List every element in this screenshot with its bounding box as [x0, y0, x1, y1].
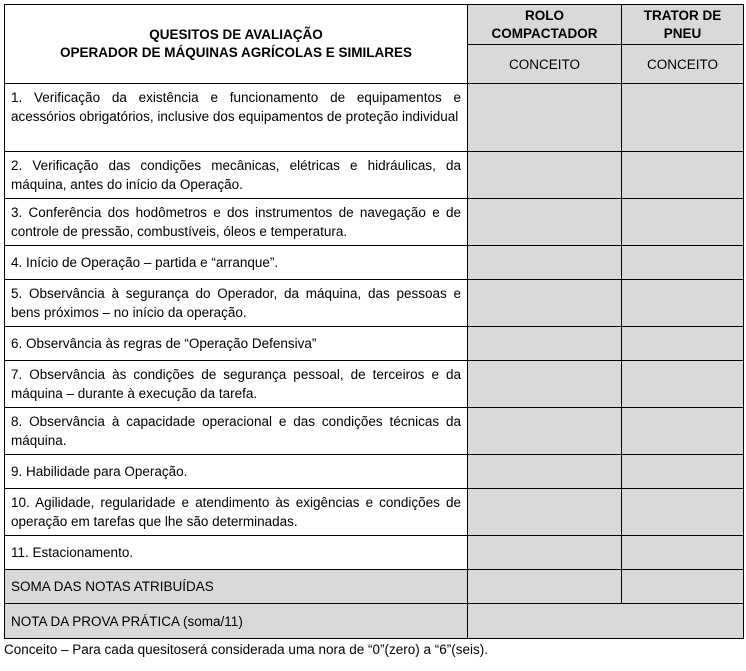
concept-footnote: Conceito – Para cada quesitoserá considerada uma nora de “0”(zero) a “6”(seis). — [4, 642, 488, 657]
table-row — [5, 152, 744, 199]
item-9-score-trator[interactable] — [622, 455, 744, 489]
table-title — [5, 5, 468, 84]
item-1-score-trator[interactable] — [622, 84, 744, 152]
item-11-score-rolo[interactable] — [468, 536, 622, 570]
table-row — [5, 455, 744, 489]
item-4-description: 4. Início de Operação – partida e “arranque”. — [5, 246, 468, 280]
item-5-description: 5. Observância à segurança do Operador, da máquina, das pessoas e bens próximos – no início da operação. — [5, 280, 468, 327]
item-2-score-rolo[interactable] — [468, 152, 622, 199]
sum-value-trator[interactable] — [622, 570, 744, 604]
concept-header-rolo: CONCEITO — [468, 45, 622, 84]
table-row — [5, 536, 744, 570]
table-row — [5, 489, 744, 536]
item-1-score-rolo[interactable] — [468, 84, 622, 152]
item-10-score-rolo[interactable] — [468, 489, 622, 536]
table-title-line1: QUESITOS DE AVALIAÇÃO — [149, 27, 323, 42]
table-row — [5, 408, 744, 455]
item-6-description: 6. Observância às regras de “Operação Defensiva” — [5, 327, 468, 361]
item-9-score-rolo[interactable] — [468, 455, 622, 489]
item-11-description: 11. Estacionamento. — [5, 536, 468, 570]
item-3-score-trator[interactable] — [622, 199, 744, 246]
item-4-score-trator[interactable] — [622, 246, 744, 280]
item-10-description: 10. Agilidade, regularidade e atendimento às exigências e condições de operação em tarefas que lhe são determinadas. — [5, 489, 468, 536]
table-row — [5, 246, 744, 280]
table-row — [5, 199, 744, 246]
item-7-score-trator[interactable] — [622, 361, 744, 408]
column-header-trator-de-pneu: TRATOR DE PNEU — [622, 5, 744, 45]
header-row-machines — [5, 5, 744, 45]
sum-value-rolo[interactable] — [468, 570, 622, 604]
item-7-description: 7. Observância às condições de segurança pessoal, de terceiros e da máquina – durante à execução da tarefa. — [5, 361, 468, 408]
item-7-score-rolo[interactable] — [468, 361, 622, 408]
item-6-score-rolo[interactable] — [468, 327, 622, 361]
item-8-description: 8. Observância à capacidade operacional e das condições técnicas da máquina. — [5, 408, 468, 455]
column-header-rolo-compactador: ROLO COMPACTADOR — [468, 5, 622, 45]
table-row — [5, 84, 744, 152]
item-11-score-trator[interactable] — [622, 536, 744, 570]
table-row — [5, 361, 744, 408]
item-10-score-trator[interactable] — [622, 489, 744, 536]
sum-label: SOMA DAS NOTAS ATRIBUÍDAS — [5, 570, 468, 604]
item-8-score-rolo[interactable] — [468, 408, 622, 455]
grade-label: NOTA DA PROVA PRÁTICA (soma/11) — [5, 604, 468, 639]
item-2-score-trator[interactable] — [622, 152, 744, 199]
table-row — [5, 327, 744, 361]
table-row — [5, 280, 744, 327]
sum-row — [5, 570, 744, 604]
item-5-score-trator[interactable] — [622, 280, 744, 327]
grade-value[interactable] — [468, 604, 744, 639]
item-4-score-rolo[interactable] — [468, 246, 622, 280]
evaluation-table — [4, 4, 744, 639]
item-3-description: 3. Conferência dos hodômetros e dos instrumentos de navegação e de controle de pressão, combustíveis, óleos e temperatura. — [5, 199, 468, 246]
evaluation-form — [4, 4, 744, 639]
concept-header-trator: CONCEITO — [622, 45, 744, 84]
item-1-description: 1. Verificação da existência e funcionamento de equipamentos e acessórios obrigatórios, inclusive dos equipamentos de proteção individual — [5, 84, 468, 152]
grade-row — [5, 604, 744, 639]
table-title-line2: OPERADOR DE MÁQUINAS AGRÍCOLAS E SIMILARES — [59, 45, 413, 60]
item-6-score-trator[interactable] — [622, 327, 744, 361]
item-9-description: 9. Habilidade para Operação. — [5, 455, 468, 489]
item-5-score-rolo[interactable] — [468, 280, 622, 327]
item-3-score-rolo[interactable] — [468, 199, 622, 246]
item-8-score-trator[interactable] — [622, 408, 744, 455]
item-2-description: 2. Verificação das condições mecânicas, elétricas e hidráulicas, da máquina, antes do início da Operação. — [5, 152, 468, 199]
